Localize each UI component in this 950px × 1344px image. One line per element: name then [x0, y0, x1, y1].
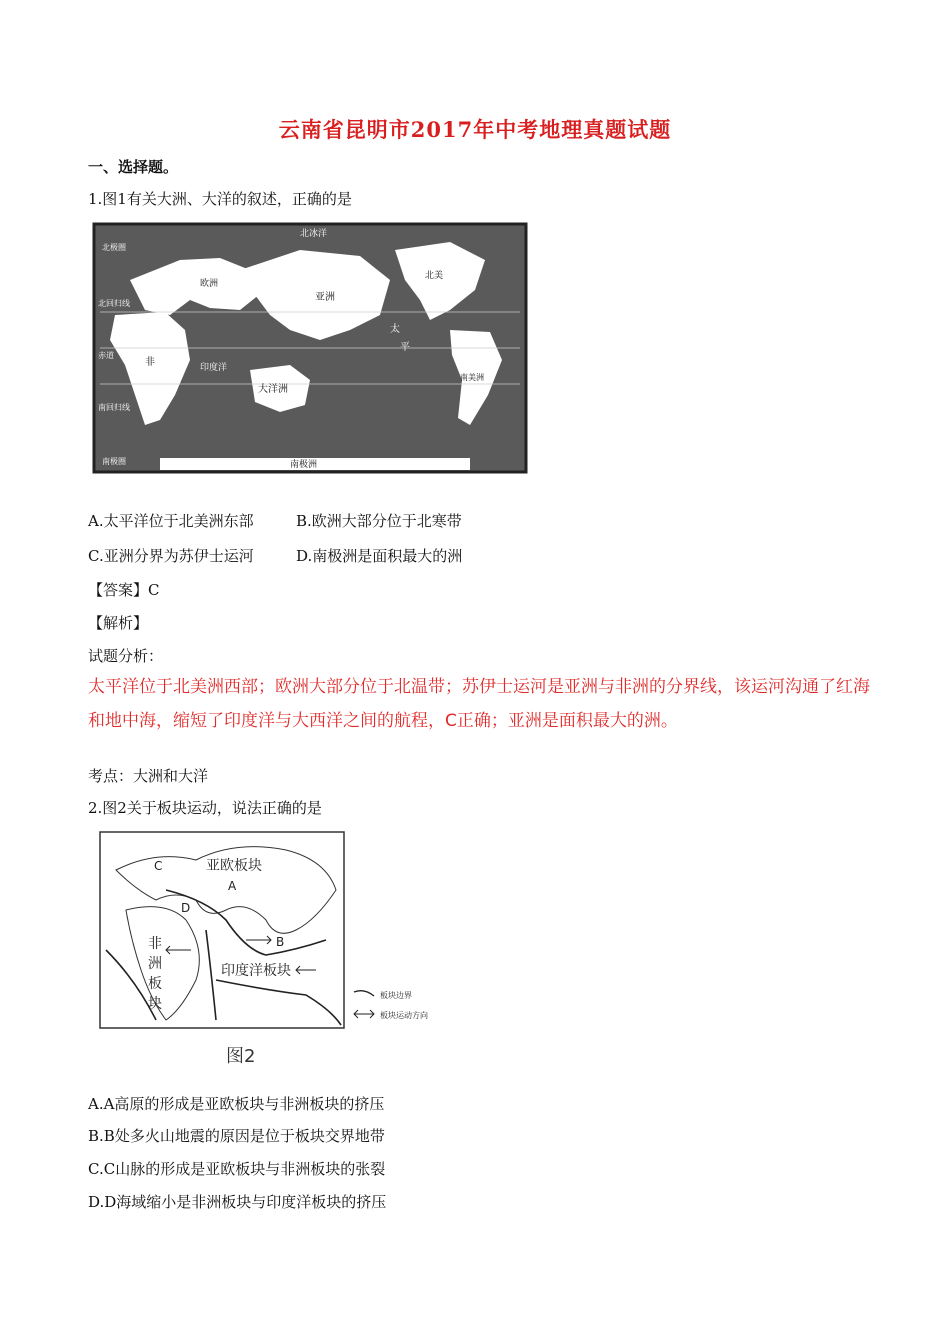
left-label-2: 北回归线	[98, 299, 130, 308]
q1-option-b: B.欧洲大部分位于北寒带	[296, 512, 462, 530]
map-label-pacific-2: 平	[400, 342, 410, 353]
q1-analysis-label: 【解析】	[88, 614, 149, 632]
map-label-antarctica: 南极洲	[290, 460, 318, 470]
label-african-4: 块	[148, 996, 162, 1012]
label-point-b: B	[276, 935, 285, 949]
question-1-stem: 1.图1有关大洲、大洋的叙述，正确的是	[88, 190, 352, 208]
q1-option-c: C.亚洲分界为苏伊士运河	[88, 547, 254, 565]
q2-option-c: C.C山脉的形成是亚欧板块与非洲板块的张裂	[88, 1160, 386, 1178]
figure-2-caption: 图2	[226, 1046, 256, 1067]
map-label-oceania: 大洋洲	[258, 384, 288, 395]
label-african-2: 洲	[148, 956, 162, 972]
label-indian-plate: 印度洋板块	[221, 963, 291, 979]
left-label-4: 南回归线	[98, 403, 130, 412]
map-label-pacific-1: 太	[390, 324, 400, 335]
plate-map-figure	[96, 830, 456, 1070]
legend-motion: 板块运动方向	[380, 1011, 428, 1020]
q1-answer: 【答案】C	[88, 581, 160, 599]
page-title: 云南省昆明市2017年中考地理真题试题	[278, 117, 672, 142]
label-african-1: 非	[148, 936, 162, 952]
legend-boundary: 板块边界	[380, 991, 412, 1000]
map-label-europe: 欧洲	[200, 279, 219, 289]
label-african-3: 板	[148, 976, 162, 992]
map-label-africa: 非	[145, 357, 155, 368]
map-label-asia: 亚洲	[315, 292, 335, 303]
map-label-indian: 印度洋	[200, 363, 228, 373]
q2-option-a: A.A高原的形成是亚欧板块与非洲板块的挤压	[88, 1095, 385, 1113]
q1-option-a: A.太平洋位于北美洲东部	[88, 512, 254, 530]
q1-option-d: D.南极洲是面积最大的洲	[296, 547, 463, 565]
label-point-a: A	[228, 879, 237, 893]
label-point-c: C	[154, 859, 163, 873]
label-eurasian-plate: 亚欧板块	[206, 858, 262, 874]
left-label-3: 赤道	[98, 351, 114, 360]
map-label-north-america: 北美	[425, 271, 444, 281]
question-2-stem: 2.图2关于板块运动，说法正确的是	[88, 799, 322, 817]
map-label-south-america: 南美洲	[460, 373, 484, 382]
label-point-d: D	[181, 901, 191, 915]
left-label-1: 北极圈	[102, 243, 126, 252]
q1-kaodian: 考点：大洲和大洋	[88, 767, 209, 785]
legend-motion-swatch	[354, 1010, 374, 1018]
legend-boundary-swatch	[354, 991, 374, 996]
left-label-5: 南极圈	[102, 457, 126, 466]
section-heading: 一、选择题。	[88, 158, 179, 176]
q1-analysis-text: 太平洋位于北美洲西部；欧洲大部分位于北温带；苏伊士运河是亚洲与非洲的分界线，该运河沟通了红海和地中海，缩短了印度洋与大西洋之间的航程，C正确；亚洲是面积最大的洲。	[88, 677, 870, 731]
q2-option-d: D.D海域缩小是非洲板块与印度洋板块的挤压	[88, 1193, 387, 1211]
map-label-arctic: 北冰洋	[300, 229, 328, 239]
q1-analysis-intro: 试题分析：	[88, 647, 164, 665]
world-map-figure	[90, 220, 530, 476]
q2-option-b: B.B处多火山地震的原因是位于板块交界地带	[88, 1127, 385, 1145]
